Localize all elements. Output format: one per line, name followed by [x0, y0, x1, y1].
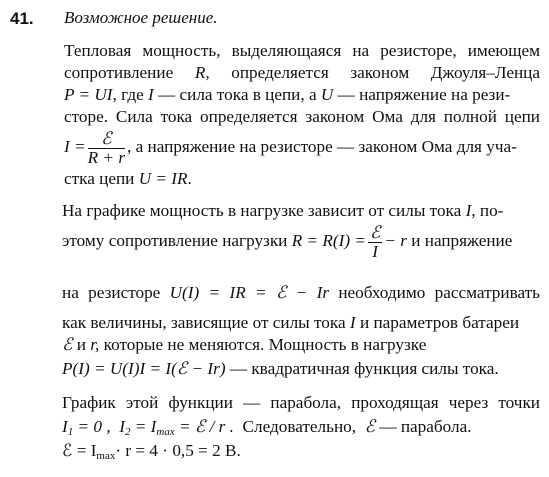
text: , а напряжение на резисторе — законом Ома для уча-	[127, 137, 517, 156]
formula-ohm-lhs: I =	[64, 137, 86, 156]
text: — сила тока в цепи, а	[158, 85, 317, 104]
text: — парабола.	[379, 417, 472, 436]
subscript: 1	[67, 426, 74, 438]
solution-heading: Возможное решение.	[64, 8, 218, 27]
text: I	[119, 417, 125, 436]
symbol-r: r,	[90, 335, 100, 354]
symbol-emf: ℰ	[62, 335, 73, 355]
text: и параметров батареи	[359, 313, 520, 332]
text: .	[187, 169, 192, 188]
p2-line-6	[62, 358, 540, 380]
text: , где	[112, 85, 144, 104]
formula-voltage: U(I) = IR = ℰ − Ir	[169, 283, 330, 302]
p1-line-2	[64, 62, 540, 84]
formula-ohm-section: U = IR	[138, 169, 188, 188]
symbol-U: U	[320, 85, 334, 104]
symbol-R: R,	[194, 63, 210, 82]
p2-line-5	[62, 334, 540, 356]
text: · r = 4 · 0,5 = 2 В.	[115, 441, 241, 460]
text: этому сопротивление нагрузки	[62, 231, 288, 250]
text: — напряжение на рези-	[337, 85, 511, 104]
text: — квадратичная функция силы тока.	[229, 359, 499, 378]
symbol-emf: ℰ	[364, 417, 376, 437]
fraction-emf-over-resistance	[88, 130, 125, 167]
formula-load-resistance: R = R(I) =	[291, 231, 366, 250]
p2-line-1	[62, 200, 540, 222]
text: на резисторе	[62, 283, 161, 302]
text: ℰ = I	[62, 441, 97, 460]
p3-line-1: График этой функции — парабола, проходящая через точки	[62, 393, 540, 412]
formula-emf-over-r: = ℰ / r .	[179, 417, 234, 436]
p2-line-3	[62, 282, 540, 304]
p1-line-3	[64, 84, 540, 106]
p1-line-4: сторе. Сила тока определяется законом Ома для полной цепи	[64, 107, 540, 126]
symbol-I: I,	[465, 201, 476, 220]
p3-line-2	[62, 416, 540, 443]
text: Следовательно,	[242, 417, 357, 436]
subscript: max	[156, 426, 175, 438]
text: = I	[134, 417, 157, 436]
problem-number: 41.	[10, 9, 34, 28]
symbol-I2	[119, 417, 130, 436]
formula-Imax	[135, 417, 175, 436]
text: необходимо рассматривать	[338, 283, 541, 302]
p2-line-2	[62, 222, 540, 261]
formula-power: P = UI	[64, 85, 113, 104]
p1-line-1: Тепловая мощность, выделяющаяся на резисторе, имеющем	[64, 41, 540, 60]
text: определяется законом Джоуля–Ленца	[231, 63, 541, 82]
formula-load-power: P(I) = U(I)I = I(ℰ − Ir)	[62, 359, 226, 378]
denominator: R + r	[87, 147, 126, 167]
text: сопротивление	[64, 63, 174, 82]
text: и напряжение	[411, 231, 513, 250]
fraction-emf-over-current	[368, 224, 382, 261]
p1-line-5	[64, 128, 540, 167]
symbol-I: I	[148, 85, 154, 104]
text: На графике мощность в нагрузке зависит от силы тока	[62, 201, 462, 220]
text: которые не меняются. Мощность в нагрузке	[103, 335, 427, 354]
p1-line-6	[64, 168, 540, 190]
text: I	[62, 417, 68, 436]
p2-line-4	[62, 312, 540, 334]
denominator: I	[372, 241, 379, 261]
text: и	[76, 335, 86, 354]
numerator: ℰ	[88, 130, 125, 149]
symbol-I1	[62, 417, 73, 436]
text: как величины, зависящие от силы тока	[62, 313, 346, 332]
symbol-I: I	[349, 313, 356, 332]
numerator: ℰ	[369, 222, 381, 243]
text: стка цепи	[64, 169, 135, 188]
p3-line-3	[62, 440, 540, 467]
formula-emf-result	[62, 441, 241, 460]
formula-minus-r: − r	[384, 231, 407, 250]
subscript: max	[96, 450, 116, 462]
text: = 0 ,	[77, 417, 111, 436]
subscript: 2	[124, 426, 131, 438]
text: по-	[479, 201, 504, 220]
